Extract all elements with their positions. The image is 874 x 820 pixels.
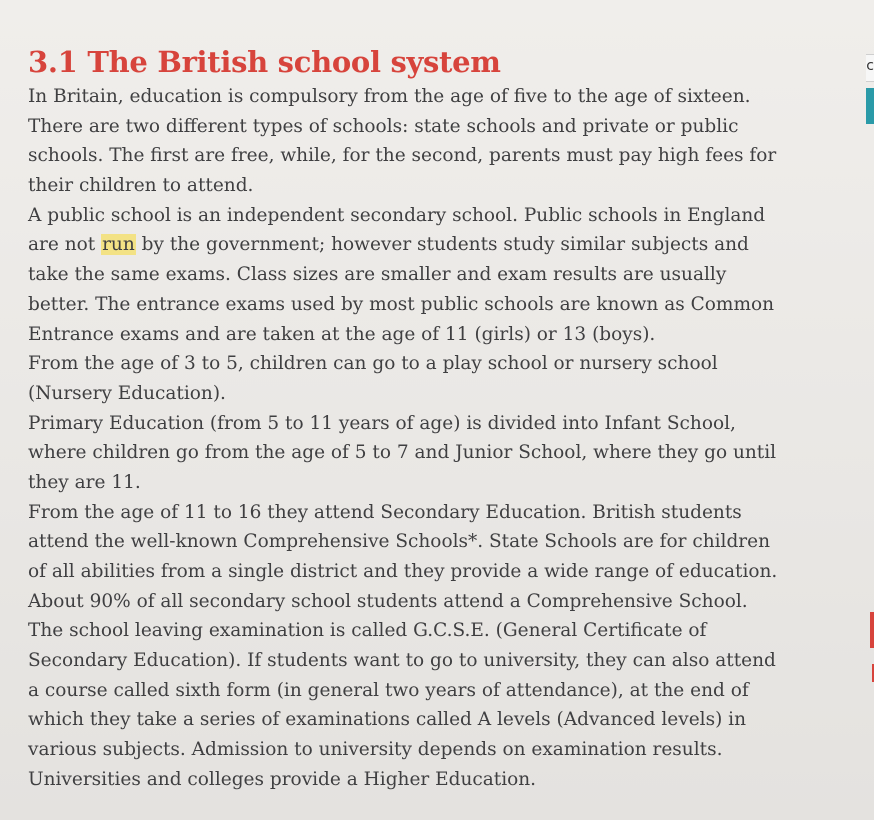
text-line: better. The entrance exams used by most public schools are known as Common <box>28 293 775 315</box>
paragraph <box>28 82 838 201</box>
text-line: There are two different types of schools: state schools and private or public <box>28 115 739 137</box>
text-line: Primary Education (from 5 to 11 years of age) is divided into Infant School, <box>28 412 736 434</box>
text-line: they are 11. <box>28 471 141 493</box>
side-margin-mark <box>870 612 874 648</box>
side-tab-teal <box>866 88 874 124</box>
text-line: A public school is an independent secondary school. Public schools in England <box>28 204 766 226</box>
text-line: In Britain, education is compulsory from the age of five to the age of sixteen. <box>28 86 751 107</box>
text-line: About 90% of all secondary school students attend a Comprehensive School. <box>28 590 748 612</box>
paragraph <box>28 349 838 408</box>
text-line: their children to attend. <box>28 175 254 197</box>
paragraph <box>28 201 838 349</box>
cut-off-next-line <box>320 806 874 820</box>
text-line: take the same exams. Class sizes are smaller and exam results are usually <box>28 264 727 286</box>
side-tab-glyph: c <box>866 58 874 74</box>
text-line: Entrance exams and are taken at the age of 11 (girls) or 13 (boys). <box>28 323 656 345</box>
body-text <box>28 82 838 795</box>
text-line: Secondary Education). If students want to go to university, they can also attend <box>28 650 776 672</box>
text-line: of all abilities from a single district and they provide a wide range of education. <box>28 561 778 582</box>
text-line: attend the well-known Comprehensive Schools*. State Schools are for children <box>28 531 770 553</box>
text-fragment: by the government; however students study similar subjects and <box>135 234 749 256</box>
paragraph <box>28 409 838 498</box>
section-title: 3.1 The British school system <box>28 45 501 79</box>
text-line: where children go from the age of 5 to 7 and Junior School, where they go until <box>28 442 777 464</box>
text-line: From the age of 11 to 16 they attend Secondary Education. British students <box>28 501 742 523</box>
text-line: From the age of 3 to 5, children can go to a play school or nursery school <box>28 353 718 375</box>
text-line: (Nursery Education). <box>28 382 226 404</box>
highlighted-word: run <box>102 234 135 256</box>
text-line: Universities and colleges provide a Higher Education. <box>28 768 537 790</box>
text-line: The school leaving examination is called G.C.S.E. (General Certificate of <box>28 620 707 642</box>
text-line: various subjects. Admission to university depends on examination results. <box>28 739 723 761</box>
text-fragment: are not <box>28 234 102 256</box>
text-line <box>28 230 838 260</box>
text-line: a course called sixth form (in general two years of attendance), at the end of <box>28 679 749 701</box>
paragraph <box>28 498 838 795</box>
text-line: schools. The first are free, while, for the second, parents must pay high fees for <box>28 145 777 167</box>
text-line: which they take a series of examinations called A levels (Advanced levels) in <box>28 709 746 731</box>
